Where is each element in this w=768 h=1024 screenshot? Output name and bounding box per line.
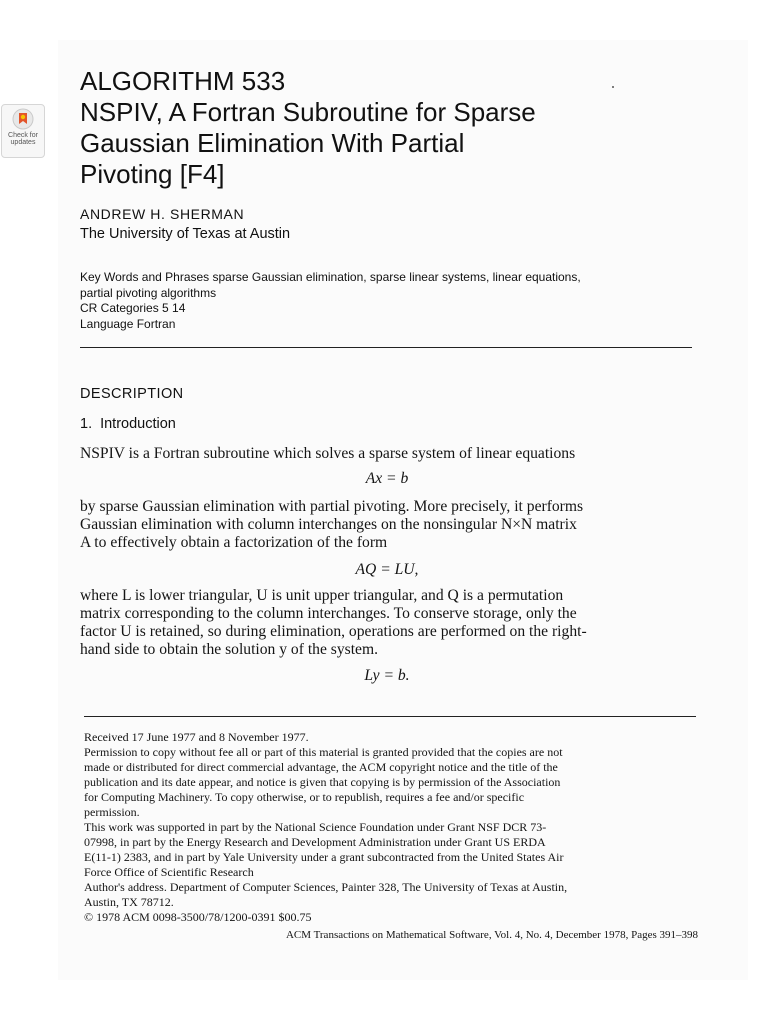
footnote-line: 07998, in part by the Energy Research and Development Administration under Grant US ERDA bbox=[84, 835, 546, 849]
footnote-line: for Computing Machinery. To copy otherwise, or to republish, requires a fee and/or specific bbox=[84, 790, 525, 804]
author-block bbox=[80, 205, 290, 245]
language-line: Language Fortran bbox=[80, 316, 176, 331]
body-line: hand side to obtain the solution y of the system. bbox=[80, 641, 378, 658]
author-affiliation: The University of Texas at Austin bbox=[80, 226, 291, 242]
keywords-line: Key Words and Phrases sparse Gaussian elimination, sparse linear systems, linear equations, bbox=[80, 270, 581, 284]
body-line: A to effectively obtain a factorization of the form bbox=[80, 534, 388, 551]
equation-ly-b: Ly = b. bbox=[364, 667, 410, 684]
paragraph-3 bbox=[80, 587, 694, 659]
subsection-heading bbox=[80, 416, 176, 432]
footnote-line: Author's address. Department of Computer Sciences, Painter 328, The University of Texas at Austin, bbox=[84, 880, 568, 894]
footnote-line: Permission to copy without fee all or part of this material is granted provided that the copies are not bbox=[84, 745, 563, 759]
body-line: Gaussian elimination with column interchanges on the nonsingular N×N matrix bbox=[80, 516, 577, 533]
body-line: factor U is retained, so during elimination, operations are performed on the right- bbox=[80, 623, 587, 640]
footnote-line: publication and its date appear, and notice is given that copying is by permission of the Association bbox=[84, 775, 561, 789]
check-for-updates-badge[interactable] bbox=[1, 104, 45, 158]
footnote-line: Received 17 June 1977 and 8 November 1977. bbox=[84, 730, 309, 744]
footnote-line: Force Office of Scientific Research bbox=[84, 865, 254, 879]
footnote-line: Austin, TX 78712. bbox=[84, 895, 174, 909]
footnote-line: E(11-1) 2383, and in part by Yale University under a grant subcontracted from the United States Air bbox=[84, 850, 564, 864]
equation-ax-b: Ax = b bbox=[365, 470, 409, 487]
footnote-line: This work was supported in part by the National Science Foundation under Grant NSF DCR 73- bbox=[84, 820, 547, 834]
journal-citation: ACM Transactions on Mathematical Software, Vol. 4, No. 4, December 1978, Pages 391–398 bbox=[285, 929, 698, 941]
body-line: where L is lower triangular, U is unit upper triangular, and Q is a permutation bbox=[80, 587, 564, 604]
equation-aq-lu: AQ = LU, bbox=[355, 561, 419, 578]
cr-categories-line: CR Categories 5 14 bbox=[80, 301, 186, 315]
paper-title bbox=[80, 66, 700, 190]
badge-label: Check for updates bbox=[8, 132, 38, 146]
title-line: NSPIV, A Fortran Subroutine for Sparse bbox=[80, 97, 536, 127]
bookmark-icon bbox=[12, 108, 34, 130]
paragraph-2 bbox=[80, 498, 694, 552]
author-name: ANDREW H. SHERMAN bbox=[80, 206, 245, 222]
section-heading: DESCRIPTION bbox=[80, 386, 184, 402]
subsection-number: 1. bbox=[80, 416, 93, 432]
keywords-line: partial pivoting algorithms bbox=[80, 285, 217, 300]
footnote-divider bbox=[84, 716, 696, 717]
title-line: ALGORITHM 533 bbox=[80, 66, 286, 96]
footnotes-block bbox=[84, 730, 698, 925]
title-line: Gaussian Elimination With Partial bbox=[80, 128, 465, 158]
header-divider bbox=[80, 347, 692, 348]
body-line: matrix corresponding to the column interchanges. To conserve storage, only the bbox=[80, 605, 577, 622]
body-line: by sparse Gaussian elimination with partial pivoting. More precisely, it performs bbox=[80, 498, 584, 515]
paragraph-1 bbox=[80, 445, 694, 463]
body-line: NSPIV is a Fortran subroutine which solves a sparse system of linear equations bbox=[80, 445, 576, 462]
footnote-line: permission. bbox=[84, 805, 140, 819]
keywords-block bbox=[80, 270, 700, 332]
footnote-line: made or distributed for direct commercial advantage, the ACM copyright notice and the title of the bbox=[84, 760, 558, 774]
subsection-title: Introduction bbox=[100, 416, 176, 432]
footnote-line: © 1978 ACM 0098-3500/78/1200-0391 $00.75 bbox=[84, 910, 312, 924]
title-line: Pivoting [F4] bbox=[80, 159, 225, 189]
